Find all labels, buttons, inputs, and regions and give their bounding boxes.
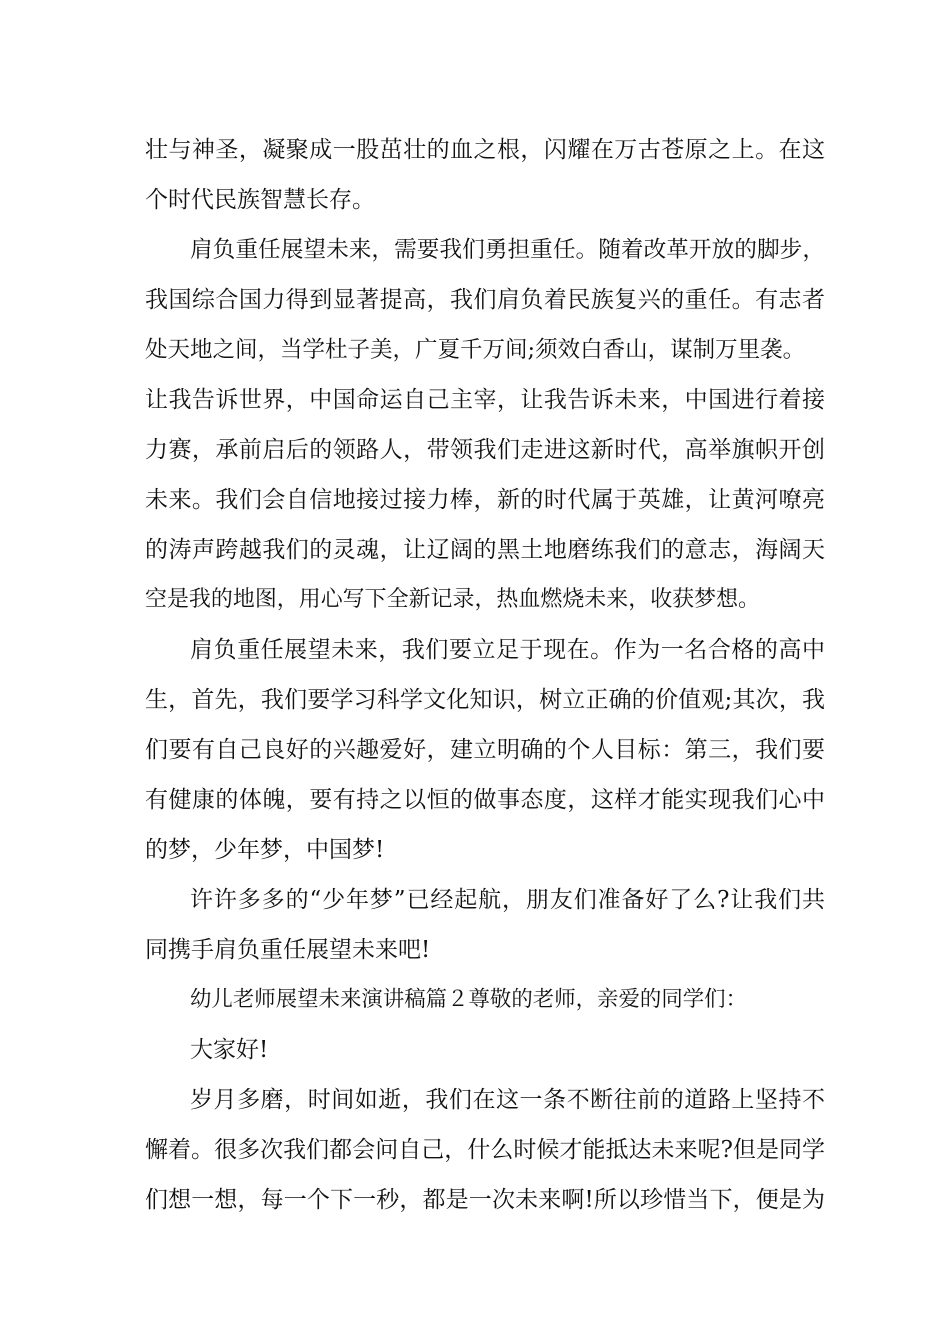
text-line: 们想一想，每一个下一秒，都是一次未来啊!所以珍惜当下，便是为 [145, 1187, 825, 1213]
text-line: 岁月多磨，时间如逝，我们在这一条不断往前的道路上坚持不 [190, 1087, 825, 1113]
text-line: 肩负重任展望未来，我们要立足于现在。作为一名合格的高中 [190, 637, 825, 663]
text-line: 生，首先，我们要学习科学文化知识，树立正确的价值观;其次，我 [145, 687, 825, 713]
text-line: 的梦，少年梦，中国梦! [145, 837, 385, 863]
text-line: 未来。我们会自信地接过接力棒，新的时代属于英雄，让黄河嘹亮 [145, 487, 825, 513]
text-line: 有健康的体魄，要有持之以恒的做事态度，这样才能实现我们心中 [145, 787, 825, 813]
text-line: 处天地之间，当学杜子美，广夏千万间;须效白香山，谋制万里袭。 [145, 337, 806, 363]
text-line: 的涛声跨越我们的灵魂，让辽阔的黑土地磨练我们的意志，海阔天 [145, 537, 825, 563]
text-line: 个时代民族智慧长存。 [145, 187, 375, 213]
text-line: 幼儿老师展望未来演讲稿篇２尊敬的老师，亲爱的同学们： [190, 987, 747, 1012]
text-line: 懈着。很多次我们都会问自己，什么时候才能抵达未来呢?但是同学 [145, 1137, 825, 1163]
text-line: 空是我的地图，用心写下全新记录，热血燃烧未来，收获梦想。 [145, 587, 760, 612]
text-line: 同携手肩负重任展望未来吧! [145, 937, 431, 963]
text-line: 肩负重任展望未来，需要我们勇担重任。随着改革开放的脚步， [190, 237, 825, 263]
text-line: 力赛，承前启后的领路人，带领我们走进这新时代，高举旗帜开创 [145, 437, 825, 463]
text-line: 们要有自己良好的兴趣爱好，建立明确的个人目标：第三，我们要 [145, 737, 825, 763]
text-line: 我国综合国力得到显著提高，我们肩负着民族复兴的重任。有志者 [145, 287, 825, 313]
text-line: 大家好! [190, 1037, 269, 1063]
text-line: 让我告诉世界，中国命运自己主宰，让我告诉未来，中国进行着接 [145, 387, 825, 413]
text-line: 壮与神圣，凝聚成一股茁壮的血之根，闪耀在万古苍原之上。在这 [145, 137, 825, 163]
text-line: 许许多多的“少年梦”已经起航，朋友们准备好了么?让我们共 [190, 887, 825, 913]
